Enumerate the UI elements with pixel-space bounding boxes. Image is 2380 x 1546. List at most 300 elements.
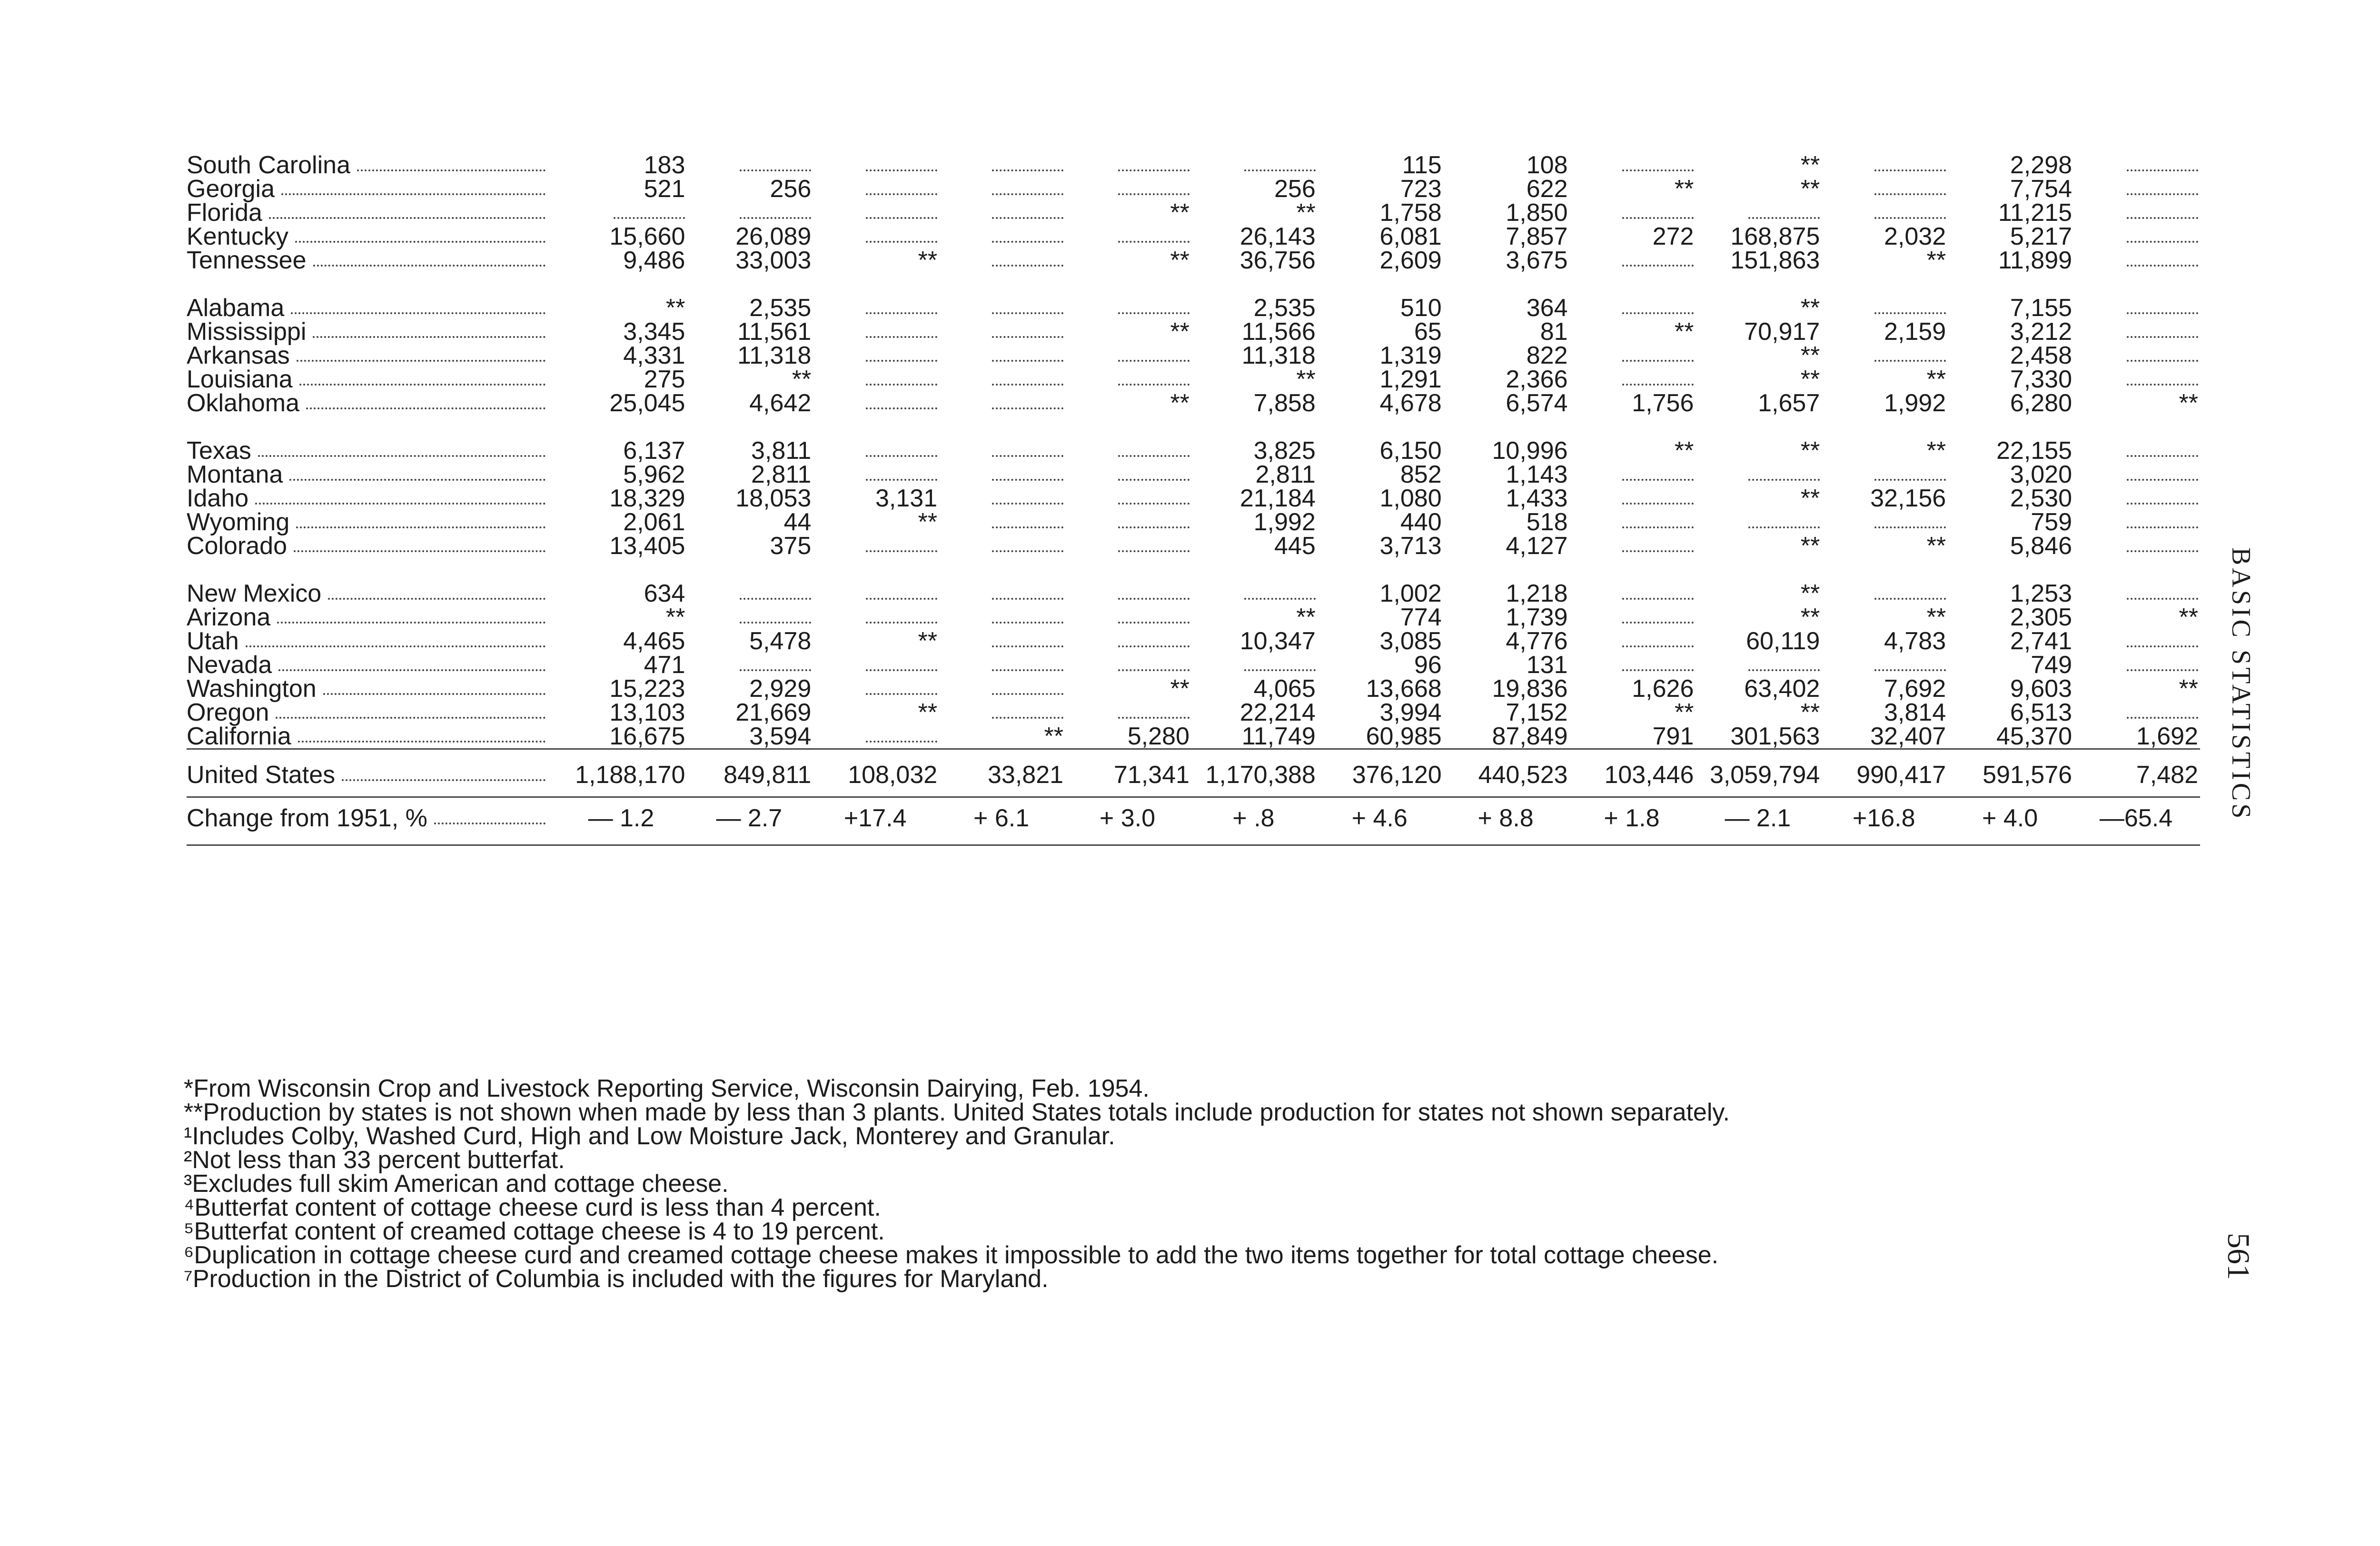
table-cell: ** bbox=[1170, 318, 1190, 346]
table-cell bbox=[939, 177, 1065, 201]
table-cell: 2,159 bbox=[1884, 318, 1946, 346]
table-cell: 4,783 bbox=[1884, 627, 1946, 655]
empty-dots bbox=[2127, 479, 2198, 481]
empty-dots bbox=[1118, 312, 1190, 314]
table-cell: 3,131 bbox=[875, 485, 938, 512]
table-cell bbox=[2074, 653, 2200, 677]
state-label bbox=[187, 629, 557, 653]
table-cell bbox=[939, 653, 1065, 677]
table-row bbox=[187, 486, 2200, 510]
table-cell: + 3.0 bbox=[1065, 797, 1191, 845]
empty-dots bbox=[1748, 479, 1820, 481]
state-label bbox=[187, 248, 557, 272]
empty-dots bbox=[1118, 193, 1190, 195]
empty-dots bbox=[1118, 526, 1190, 528]
empty-dots bbox=[2127, 169, 2198, 171]
state-name: New Mexico bbox=[187, 580, 322, 607]
empty-dots bbox=[1118, 550, 1190, 552]
table-row bbox=[187, 701, 2200, 724]
table-cell: 1,319 bbox=[1379, 342, 1442, 369]
table-cell: 445 bbox=[1274, 532, 1316, 560]
table-cell: 2,305 bbox=[2010, 604, 2073, 631]
table-cell: 440,523 bbox=[1444, 749, 1570, 797]
empty-dots bbox=[866, 384, 937, 386]
table-cell: 4,465 bbox=[623, 627, 685, 655]
empty-dots bbox=[866, 193, 937, 195]
empty-dots bbox=[2127, 717, 2198, 719]
table-cell bbox=[2074, 534, 2200, 558]
empty-dots bbox=[1622, 217, 1694, 219]
table-cell bbox=[1570, 367, 1696, 391]
empty-dots bbox=[2127, 550, 2198, 552]
table-cell: 11,561 bbox=[737, 318, 812, 346]
empty-dots bbox=[866, 360, 937, 362]
table-cell bbox=[1570, 510, 1696, 534]
empty-dots bbox=[1118, 169, 1190, 171]
table-cell: 13,103 bbox=[609, 699, 685, 726]
empty-dots bbox=[1118, 669, 1190, 671]
state-name: Georgia bbox=[187, 175, 275, 203]
table-cell bbox=[813, 605, 939, 629]
empty-dots bbox=[1118, 479, 1190, 481]
empty-dots bbox=[866, 455, 937, 457]
table-cell: 108,032 bbox=[813, 749, 939, 797]
table-cell: 7,692 bbox=[1884, 675, 1946, 703]
table-cell: 11,318 bbox=[1241, 342, 1316, 369]
empty-dots bbox=[992, 717, 1063, 719]
table-cell: 990,417 bbox=[1822, 749, 1948, 797]
table-cell: 6,513 bbox=[2010, 699, 2073, 726]
table-cell: 2,458 bbox=[2010, 342, 2073, 369]
empty-dots bbox=[992, 265, 1063, 267]
empty-dots bbox=[1118, 384, 1190, 386]
table-cell: 131 bbox=[1526, 651, 1568, 679]
table-cell bbox=[1570, 486, 1696, 510]
table-row bbox=[187, 653, 2200, 677]
footnote: *From Wisconsin Crop and Livestock Reporting Service, Wisconsin Dairying, Feb. 1954. bbox=[184, 1075, 1150, 1102]
table-cell: 10,347 bbox=[1240, 627, 1316, 655]
table-cell: 22,155 bbox=[1996, 437, 2073, 465]
table-cell: 4,642 bbox=[749, 389, 812, 417]
empty-dots bbox=[1622, 598, 1694, 600]
table-cell bbox=[813, 320, 939, 344]
table-cell bbox=[1065, 177, 1191, 201]
table-row bbox=[187, 629, 2200, 653]
dot-leader bbox=[299, 384, 546, 386]
footnote: ²Not less than 33 percent butterfat. bbox=[184, 1146, 565, 1174]
empty-dots bbox=[1748, 669, 1820, 671]
dot-leader bbox=[278, 669, 545, 671]
table-cell: 11,749 bbox=[1241, 723, 1316, 750]
table-cell: 5,478 bbox=[749, 627, 812, 655]
table-cell: 5,962 bbox=[623, 461, 685, 488]
table-cell bbox=[939, 605, 1065, 629]
table-cell bbox=[1570, 629, 1696, 653]
table-cell: 1,218 bbox=[1506, 580, 1568, 607]
table-cell bbox=[1065, 153, 1191, 177]
table-cell bbox=[1065, 463, 1191, 486]
table-cell: 13,668 bbox=[1366, 675, 1442, 703]
table-cell: 1,692 bbox=[2136, 723, 2198, 750]
table-cell: 2,609 bbox=[1379, 247, 1442, 274]
table-cell: 33,003 bbox=[735, 247, 812, 274]
table-cell: 5,217 bbox=[2010, 223, 2073, 250]
table-cell: ** bbox=[918, 627, 938, 655]
table-cell: 1,739 bbox=[1506, 604, 1568, 631]
state-label bbox=[187, 749, 557, 797]
table-cell: 183 bbox=[644, 151, 685, 179]
dot-leader bbox=[291, 312, 545, 314]
table-cell bbox=[687, 153, 813, 177]
empty-dots bbox=[2127, 336, 2198, 338]
table-cell: ** bbox=[1800, 699, 1820, 726]
table-cell: 33,821 bbox=[939, 749, 1065, 797]
table-cell: 45,370 bbox=[1996, 723, 2073, 750]
table-cell bbox=[813, 367, 939, 391]
table-cell: 103,446 bbox=[1570, 749, 1696, 797]
table-cell: 272 bbox=[1652, 223, 1694, 250]
empty-dots bbox=[992, 312, 1063, 314]
empty-dots bbox=[2127, 241, 2198, 243]
empty-dots bbox=[2127, 503, 2198, 505]
table-cell bbox=[1822, 653, 1948, 677]
table-cell bbox=[2074, 486, 2200, 510]
table-cell: 2,741 bbox=[2010, 627, 2073, 655]
table-cell bbox=[1822, 177, 1948, 201]
table-cell: 36,756 bbox=[1240, 247, 1316, 274]
table-cell bbox=[813, 177, 939, 201]
table-cell bbox=[813, 344, 939, 367]
table-cell: 376,120 bbox=[1318, 749, 1444, 797]
empty-dots bbox=[866, 669, 937, 671]
table-cell: ** bbox=[1800, 580, 1820, 607]
state-label bbox=[187, 605, 557, 629]
state-name: Oklahoma bbox=[187, 389, 299, 417]
table-cell bbox=[939, 296, 1065, 320]
table-cell: 63,402 bbox=[1744, 675, 1820, 703]
empty-dots bbox=[1622, 265, 1694, 267]
table-row bbox=[187, 296, 2200, 320]
table-cell bbox=[813, 677, 939, 701]
state-label bbox=[187, 153, 557, 177]
footnotes bbox=[184, 1077, 2221, 1291]
table-cell: 2,811 bbox=[1255, 461, 1316, 488]
dot-leader bbox=[255, 503, 545, 505]
table-cell: 18,053 bbox=[735, 485, 812, 512]
table-cell bbox=[939, 391, 1065, 415]
empty-dots bbox=[2127, 265, 2198, 267]
table-cell: ** bbox=[1800, 151, 1820, 179]
table-cell: +17.4 bbox=[813, 797, 939, 845]
table-row bbox=[187, 463, 2200, 486]
state-label bbox=[187, 486, 557, 510]
state-name: Florida bbox=[187, 199, 262, 227]
table-row bbox=[187, 225, 2200, 248]
dot-leader bbox=[277, 622, 545, 624]
table-cell: 3,811 bbox=[751, 437, 812, 465]
dot-leader bbox=[289, 479, 545, 481]
table-cell bbox=[557, 201, 687, 225]
table-cell: 7,155 bbox=[2010, 294, 2073, 322]
dot-leader bbox=[296, 526, 545, 528]
table-cell: 22,214 bbox=[1240, 699, 1316, 726]
table-cell: 15,223 bbox=[609, 675, 685, 703]
table-row bbox=[187, 534, 2200, 558]
table-cell: ** bbox=[1674, 318, 1694, 346]
dot-leader bbox=[323, 693, 546, 695]
table-cell bbox=[687, 653, 813, 677]
empty-dots bbox=[1118, 455, 1190, 457]
footnote: **Production by states is not shown when made by less than 3 plants. United States totals include production for states not shown separately. bbox=[184, 1099, 1730, 1126]
table-cell: 115 bbox=[1402, 151, 1442, 179]
table-cell bbox=[1191, 153, 1318, 177]
empty-dots bbox=[1748, 526, 1820, 528]
table-cell bbox=[813, 296, 939, 320]
state-label bbox=[187, 463, 557, 486]
table-cell: 11,899 bbox=[1998, 247, 2073, 274]
dot-leader bbox=[281, 193, 545, 195]
state-name: Oregon bbox=[187, 699, 269, 726]
table-cell bbox=[1570, 153, 1696, 177]
table-cell bbox=[1570, 248, 1696, 272]
empty-dots bbox=[1622, 669, 1694, 671]
empty-dots bbox=[2127, 360, 2198, 362]
empty-dots bbox=[1874, 169, 1946, 171]
table-cell bbox=[813, 582, 939, 605]
table-cell: 18,329 bbox=[609, 485, 685, 512]
table-cell bbox=[1065, 225, 1191, 248]
table-cell: + 1.8 bbox=[1570, 797, 1696, 845]
empty-dots bbox=[1874, 193, 1946, 195]
table-cell: ** bbox=[2179, 604, 2198, 631]
empty-dots bbox=[2127, 312, 2198, 314]
empty-dots bbox=[866, 598, 937, 600]
table-cell: ** bbox=[1926, 437, 1946, 465]
table-cell: 25,045 bbox=[609, 389, 685, 417]
empty-dots bbox=[992, 360, 1063, 362]
table-cell bbox=[2074, 320, 2200, 344]
table-cell: 364 bbox=[1526, 294, 1568, 322]
table-cell: 32,407 bbox=[1870, 723, 1946, 750]
table-cell: 471 bbox=[644, 651, 685, 679]
empty-dots bbox=[992, 241, 1063, 243]
empty-dots bbox=[740, 622, 811, 624]
state-label bbox=[187, 724, 557, 749]
table-cell bbox=[1570, 463, 1696, 486]
empty-dots bbox=[1622, 503, 1694, 505]
total-row bbox=[187, 749, 2200, 797]
table-cell: 634 bbox=[644, 580, 685, 607]
empty-dots bbox=[1622, 312, 1694, 314]
footnote: ⁶Duplication in cottage cheese curd and creamed cottage cheese makes it impossible to add the two items together for total cottage cheese. bbox=[184, 1241, 1719, 1269]
state-name: Louisiana bbox=[187, 366, 293, 393]
table-cell: ** bbox=[1926, 247, 1946, 274]
table-cell: 7,754 bbox=[2010, 175, 2073, 203]
table-cell bbox=[1065, 534, 1191, 558]
table-cell: 256 bbox=[770, 175, 812, 203]
table-row bbox=[187, 248, 2200, 272]
table-cell: 11,215 bbox=[1998, 199, 2073, 227]
table-cell bbox=[2074, 582, 2200, 605]
empty-dots bbox=[1622, 526, 1694, 528]
empty-dots bbox=[2127, 217, 2198, 219]
state-label bbox=[187, 367, 557, 391]
empty-dots bbox=[992, 455, 1063, 457]
footnote: ³Excludes full skim American and cottage cheese. bbox=[184, 1170, 729, 1198]
empty-dots bbox=[866, 407, 937, 409]
table-cell bbox=[939, 510, 1065, 534]
table-cell: 256 bbox=[1274, 175, 1316, 203]
table-cell: 1,291 bbox=[1379, 366, 1442, 393]
table-cell bbox=[1822, 201, 1948, 225]
table-cell: 1,433 bbox=[1506, 485, 1568, 512]
dot-leader bbox=[276, 717, 545, 719]
table-cell: 10,996 bbox=[1492, 437, 1568, 465]
table-cell: 15,660 bbox=[609, 223, 685, 250]
table-cell: 168,875 bbox=[1730, 223, 1820, 250]
table-cell: 375 bbox=[770, 532, 812, 560]
table-cell bbox=[939, 248, 1065, 272]
table-cell: ** bbox=[918, 247, 938, 274]
empty-dots bbox=[1622, 550, 1694, 552]
table-cell: 32,156 bbox=[1870, 485, 1946, 512]
table-row bbox=[187, 582, 2200, 605]
table-cell: ** bbox=[1674, 699, 1694, 726]
state-label bbox=[187, 797, 557, 845]
state-label bbox=[187, 177, 557, 201]
empty-dots bbox=[1622, 384, 1694, 386]
dot-leader bbox=[313, 336, 545, 338]
table-cell: 1,758 bbox=[1379, 199, 1442, 227]
table-cell: ** bbox=[1800, 532, 1820, 560]
table-cell: 510 bbox=[1400, 294, 1442, 322]
empty-dots bbox=[992, 169, 1063, 171]
table-cell bbox=[2074, 153, 2200, 177]
table-cell bbox=[939, 582, 1065, 605]
table-cell bbox=[939, 153, 1065, 177]
dot-leader bbox=[328, 598, 545, 600]
table-cell bbox=[1822, 510, 1948, 534]
table-cell bbox=[1822, 296, 1948, 320]
table-cell: 1,756 bbox=[1632, 389, 1694, 417]
empty-dots bbox=[1622, 645, 1694, 647]
state-label bbox=[187, 582, 557, 605]
table-cell bbox=[1570, 296, 1696, 320]
table-cell: 3,345 bbox=[623, 318, 685, 346]
table-cell: ** bbox=[1926, 604, 1946, 631]
table-cell bbox=[1570, 582, 1696, 605]
dot-leader bbox=[246, 645, 546, 647]
empty-dots bbox=[866, 169, 937, 171]
table-cell: ** bbox=[1800, 342, 1820, 369]
table-cell bbox=[2074, 296, 2200, 320]
state-name: Alabama bbox=[187, 294, 285, 322]
empty-dots bbox=[1244, 169, 1316, 171]
empty-dots bbox=[1622, 360, 1694, 362]
table-cell: 4,065 bbox=[1253, 675, 1316, 703]
empty-dots bbox=[2127, 598, 2198, 600]
table-row bbox=[187, 177, 2200, 201]
table-cell bbox=[687, 201, 813, 225]
table-cell: 9,486 bbox=[623, 247, 685, 274]
table-cell bbox=[1065, 344, 1191, 367]
empty-dots bbox=[1118, 503, 1190, 505]
state-name: Kentucky bbox=[187, 223, 288, 250]
table-cell bbox=[2074, 225, 2200, 248]
empty-dots bbox=[992, 336, 1063, 338]
empty-dots bbox=[866, 241, 937, 243]
state-label bbox=[187, 677, 557, 701]
dot-leader bbox=[294, 550, 545, 552]
table-cell: 9,603 bbox=[2010, 675, 2073, 703]
table-cell: 1,170,388 bbox=[1191, 749, 1318, 797]
empty-dots bbox=[2127, 526, 2198, 528]
table-cell: 6,280 bbox=[2010, 389, 2073, 417]
table-cell bbox=[813, 391, 939, 415]
table-cell: 2,535 bbox=[749, 294, 812, 322]
table-row bbox=[187, 510, 2200, 534]
table-cell: 2,929 bbox=[749, 675, 812, 703]
table-row bbox=[187, 677, 2200, 701]
table-cell: 3,675 bbox=[1506, 247, 1568, 274]
page-number: 561 bbox=[2221, 1233, 2256, 1280]
table-cell: 3,713 bbox=[1379, 532, 1442, 560]
table-cell bbox=[2074, 463, 2200, 486]
table-cell: 44 bbox=[783, 508, 812, 536]
state-name: Nevada bbox=[187, 651, 272, 679]
empty-dots bbox=[1874, 217, 1946, 219]
table-cell: 7,858 bbox=[1253, 389, 1316, 417]
empty-dots bbox=[866, 550, 937, 552]
empty-dots bbox=[1118, 645, 1190, 647]
empty-dots bbox=[1622, 479, 1694, 481]
table-cell bbox=[1191, 653, 1318, 677]
empty-dots bbox=[992, 503, 1063, 505]
state-name: Washington bbox=[187, 675, 317, 703]
table-cell: 1,002 bbox=[1379, 580, 1442, 607]
empty-dots bbox=[2127, 645, 2198, 647]
empty-dots bbox=[992, 550, 1063, 552]
table-cell bbox=[939, 629, 1065, 653]
table-cell bbox=[939, 201, 1065, 225]
table-cell bbox=[2074, 367, 2200, 391]
table-cell bbox=[939, 320, 1065, 344]
table-row bbox=[187, 320, 2200, 344]
table-cell: 5,846 bbox=[2010, 532, 2073, 560]
table-cell bbox=[1065, 653, 1191, 677]
table-cell bbox=[2074, 248, 2200, 272]
state-label bbox=[187, 225, 557, 248]
table-cell bbox=[939, 463, 1065, 486]
state-label bbox=[187, 534, 557, 558]
group-spacer bbox=[187, 272, 2200, 296]
table-cell bbox=[1065, 510, 1191, 534]
table-cell: ** bbox=[1800, 366, 1820, 393]
table-cell: + .8 bbox=[1191, 797, 1318, 845]
table-cell: ** bbox=[1800, 437, 1820, 465]
empty-dots bbox=[1874, 479, 1946, 481]
group-spacer bbox=[187, 415, 2200, 439]
dot-leader bbox=[258, 455, 546, 457]
table-cell: 16,675 bbox=[609, 723, 685, 750]
state-name: Tennessee bbox=[187, 247, 307, 274]
table-cell bbox=[939, 701, 1065, 724]
table-cell: 2,298 bbox=[2010, 151, 2073, 179]
table-cell: ** bbox=[1800, 175, 1820, 203]
empty-dots bbox=[614, 217, 685, 219]
empty-dots bbox=[992, 598, 1063, 600]
table-cell: ** bbox=[1044, 723, 1064, 750]
